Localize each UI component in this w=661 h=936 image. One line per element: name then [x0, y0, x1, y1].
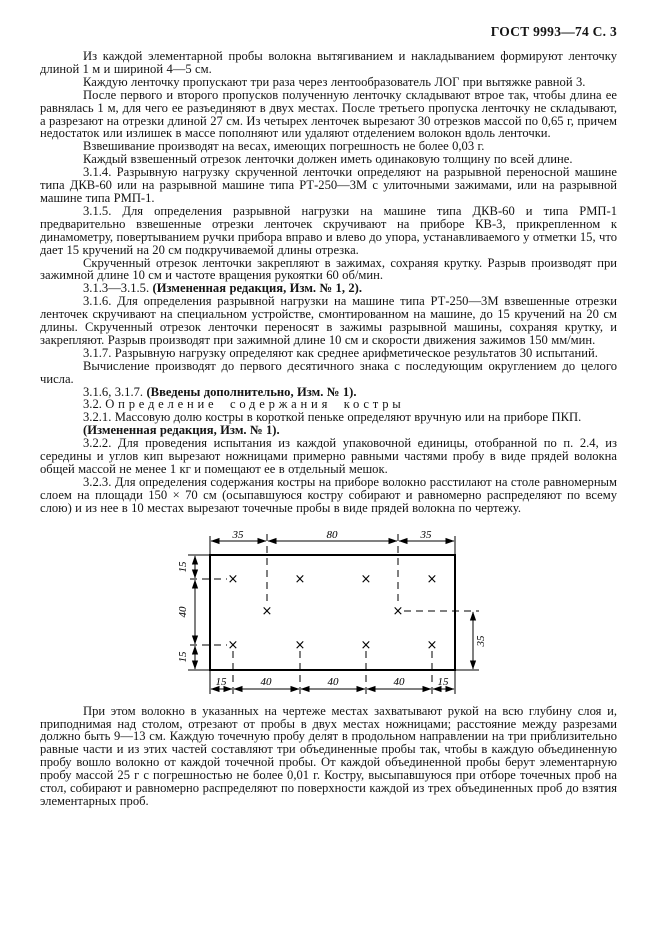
dim-label-left-1: 40	[177, 606, 189, 618]
sample-point-mark: ×	[392, 603, 404, 619]
paragraph: При этом волокно в указанных на чертеже местах захватывают рукой на всю глубину слоя и, приподнимая над столом, отрезают от пробы в двух местах ножницами; расстояние между разрезами должно быть 9—13 см. Каждую точечную пробу делят в продольном направлении на три приблизительно равные части и из этих частей составляют три объединенные пробы так, чтобы в каждую объединенную пробу вошло волокно от каждой точечной пробы. От каждой объединенной пробы берут элементарную пробу массой 25 г с погрешностью не более 0,01 г. Костру, высыпавшуюся при отборе точечных проб на стол, собирают и равномерно распределяют по поверхности каждой из трех объединенных проб до взятия элементарных проб.	[40, 703, 617, 808]
paragraph: После первого и второго пропусков полученную ленточку складывают втрое так, чтобы длина ее равнялась 1 м, для чего ее разъединяют в двух местах. После третьего пропуска ленточку не складывают, а разрезают на отрезки длиной 27 см. Из четырех ленточек вырезают 30 отрезков массой по 0,65 г, причем недостаток или излишек в массе пополняют или удаляют отделением волокон вдоль ленточки.	[40, 87, 617, 141]
table-outline	[210, 555, 455, 670]
paragraph: Скрученный отрезок ленточки закрепляют в зажимах, сохраняя крутку. Разрыв производят при зажимной длине 10 см и частоте вращения рукоятки 60 об/мин.	[40, 255, 617, 283]
dim-label-top-0: 35	[232, 528, 244, 541]
dim-label-right-0: 35	[475, 635, 487, 647]
paragraph-3-2-1: 3.2.1. Массовую долю костры в короткой пеньке определяют вручную или на приборе ПКП.	[83, 410, 582, 425]
sampling-layout-drawing	[0, 521, 661, 699]
sample-point-mark: ×	[426, 571, 438, 587]
dim-label-bottom-0: 15	[215, 675, 227, 688]
paragraph: Вычисление производят до первого десятичного знака с последующим округлением до целого числа.	[40, 358, 617, 386]
dim-label-bottom-3: 40	[393, 675, 405, 688]
clause-numbers: 3.1.6, 3.1.7.	[83, 384, 144, 399]
sample-point-mark: ×	[294, 571, 306, 587]
dim-label-top-2: 35	[420, 528, 432, 541]
dim-label-bottom-4: 15	[437, 675, 449, 688]
sample-point-mark: ×	[426, 637, 438, 653]
amendment-note: (Введены дополнительно, Изм. № 1).	[146, 384, 357, 399]
dim-label-left-0: 15	[177, 561, 189, 573]
clause-numbers: 3.1.3—3.1.5.	[83, 281, 150, 296]
sample-point-mark: ×	[360, 571, 372, 587]
paragraph-3-1-6: 3.1.6. Для определения разрывной нагрузки на машине типа РТ-250—3М взвешенные отрезки ленточек скручивают на специальном устройстве, смонтированном на машине, до 15 кручений на 20 см длины. Скрученный отрезок ленточки переносят в зажимы разрывной машины, сохраняя крутку, и закрепляют. Разрыв производят при зажимной длине 10 см и скорости движения зажимов 150 мм/мин.	[40, 294, 617, 347]
dim-label-bottom-2: 40	[327, 675, 339, 688]
sample-point-marks	[228, 572, 438, 653]
dim-label-top-1: 80	[326, 528, 338, 541]
dim-label-left-2: 15	[177, 651, 189, 663]
dimension-labels	[177, 529, 487, 688]
sample-point-mark: ×	[294, 637, 306, 653]
sample-point-mark: ×	[227, 571, 239, 587]
document-body	[40, 50, 617, 808]
dim-label-bottom-1: 40	[260, 675, 272, 688]
amendment-note: (Измененная редакция, Изм. № 1, 2).	[152, 281, 363, 296]
section-title: Определение содержания костры	[105, 397, 405, 412]
paragraph: Каждый взвешенный отрезок ленточки должен иметь одинаковую толщину по всей длине.	[83, 152, 573, 167]
paragraph-3-1-7: 3.1.7. Разрывную нагрузку определяют как среднее арифметическое результатов 30 испытаний.	[83, 345, 598, 360]
doc-number-page: ГОСТ 9993—74 С. 3	[490, 24, 617, 39]
page-header	[40, 24, 617, 39]
paragraph: Каждую ленточку пропускают три раза через лентообразователь ЛОГ при вытяжке равной 3.	[83, 74, 586, 89]
sample-point-mark: ×	[227, 637, 239, 653]
paragraph: Из каждой элементарной пробы волокна вытягиванием и накладыванием формируют ленточку длиной 1 м и шириной 4—5 см.	[40, 49, 617, 76]
amendment-note: (Измененная редакция, Изм. № 1).	[83, 423, 280, 438]
paragraph-3-2-2: 3.2.2. Для проведения испытания из каждой упаковочной единицы, отобранной по п. 2.4, из середины и углов кип вырезают ножницами примерно равными частями пробу в виде прядей волокна общей массой не менее 1 кг и помещают ее в отдельный мешок.	[40, 436, 617, 476]
sample-point-mark: ×	[261, 603, 273, 619]
paragraph-3-2-3: 3.2.3. Для определения содержания костры на приборе волокно расстилают на столе равномерным слоем на площади 150 × 70 см (осыпавшуюся костру собирают и равномерно распределяют по всему слою) и из нее в 10 местах вырезают точечные пробы в виде прядей волокна по чертежу.	[40, 474, 617, 515]
section-number: 3.2.	[83, 397, 102, 412]
dimension-lines	[195, 541, 473, 689]
paragraph: Взвешивание производят на весах, имеющих погрешность не более 0,03 г.	[83, 139, 485, 154]
sample-point-mark: ×	[360, 637, 372, 653]
paragraph-3-1-4: 3.1.4. Разрывную нагрузку скрученной ленточки определяют на разрывной переносной машине типа ДКВ-60 или на разрывной машине типа РТ-250—3М с улиточными зажимами, или на разрывной машине типа РМП-1.	[40, 165, 617, 205]
paragraph-3-1-5: 3.1.5. Для определения разрывной нагрузки на машине типа ДКВ-60 и типа РМП-1 предварительно взвешенные отрезки ленточек скручивают на приборе КВ-3, прикрепленном к динамометру, повертыванием ручки прибора вправо и влево до упора, устанавливаемого у отметки 15, что дает 15 кручений на 20 см подкручиваемой длины отрезка.	[40, 203, 617, 257]
